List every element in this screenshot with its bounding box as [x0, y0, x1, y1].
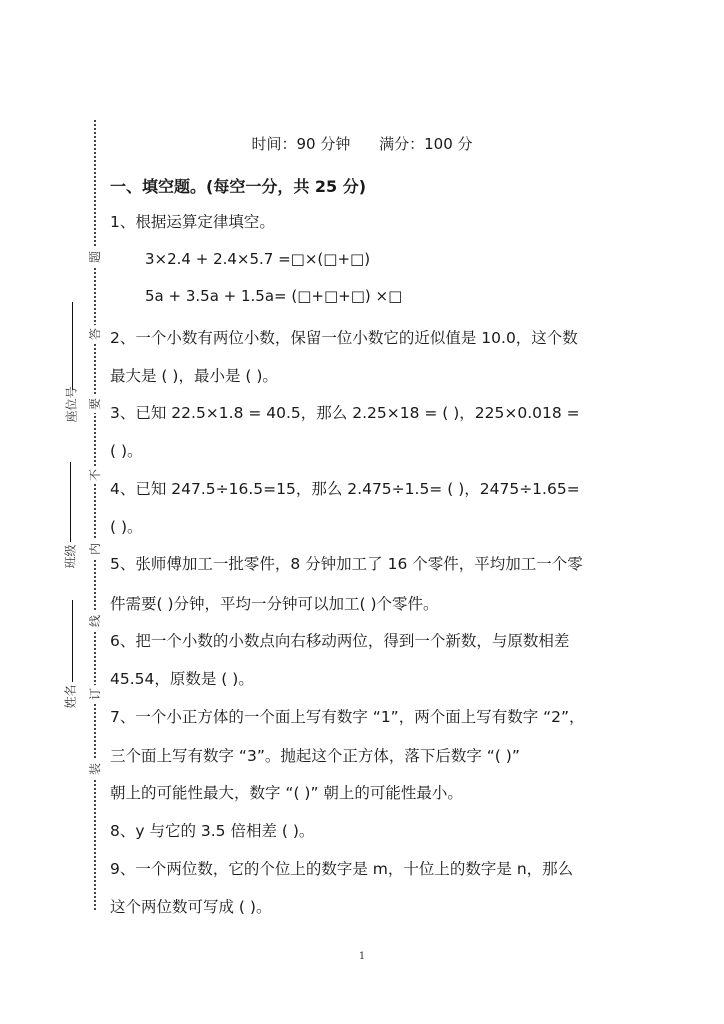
name-field-line[interactable]: [72, 600, 73, 682]
question-line: 3、已知 22.5×1.8 = 40.5，那么 2.25×18 = ( )，225×0.018 =: [110, 404, 580, 422]
question-line: 2、一个小数有两位小数，保留一位小数它的近似值是 10.0，这个数: [110, 329, 578, 347]
binding-char: 不: [86, 466, 104, 484]
binding-char: 题: [86, 248, 104, 266]
question-line: 6、把一个小数的小数点向右移动两位，得到一个新数，与原数相差: [110, 632, 570, 650]
binding-char: 订: [86, 685, 104, 703]
seat-number-label: 座位号: [64, 386, 79, 423]
question-line: 45.54，原数是 ( )。: [110, 670, 254, 688]
question-line: 件需要( )分钟，平均一分钟可以加工( )个零件。: [110, 595, 439, 613]
binding-char: 线: [86, 612, 104, 630]
binding-char: 答: [86, 325, 104, 343]
question-line: ( )。: [110, 442, 143, 460]
binding-char: 内: [86, 540, 104, 558]
exam-time: 时间：90 分钟: [251, 135, 351, 153]
question-line: ( )。: [110, 518, 143, 536]
binding-char: 要: [86, 395, 104, 413]
question-line: 朝上的可能性最大，数字 “( )” 朝上的可能性最小。: [110, 784, 463, 802]
seat-number-field-line[interactable]: [72, 302, 73, 390]
question-line: 5、张师傅加工一批零件，8 分钟加工了 16 个零件，平均加工一个零: [110, 555, 583, 573]
exam-full-score: 满分：100 分: [379, 135, 473, 153]
question-line: 9、一个两位数，它的个位上的数字是 m，十位上的数字是 n，那么: [110, 860, 574, 878]
question-line: 三个面上写有数字 “3”。抛起这个正方体，落下后数字 “( )”: [110, 747, 520, 765]
question-line: 4、已知 247.5÷16.5=15，那么 2.475÷1.5= ( )，2475÷1.65=: [110, 480, 580, 498]
name-label: 姓名: [63, 684, 78, 709]
binding-dotted-line: [94, 120, 96, 910]
binding-char: 装: [86, 760, 104, 778]
formula-line: 5a + 3.5a + 1.5a= (□+□+□) ×□: [145, 287, 403, 305]
question-line: 最大是 ( )，最小是 ( )。: [110, 367, 278, 385]
question-line: 7、一个小正方体的一个面上写有数字 “1”，两个面上写有数字 “2”，: [110, 708, 585, 726]
question-line: 1、根据运算定律填空。: [110, 213, 275, 231]
formula-line: 3×2.4 + 2.4×5.7 =□×(□+□): [145, 250, 371, 268]
class-label: 班级: [63, 544, 78, 569]
class-field-line[interactable]: [70, 462, 71, 542]
section-title: 一、填空题。(每空一分，共 25 分): [110, 177, 367, 196]
page-number: 1: [358, 951, 366, 962]
question-line: 8、y 与它的 3.5 倍相差 ( )。: [110, 822, 315, 840]
exam-header: [0, 133, 724, 154]
question-line: 这个两位数可写成 ( )。: [110, 898, 272, 916]
